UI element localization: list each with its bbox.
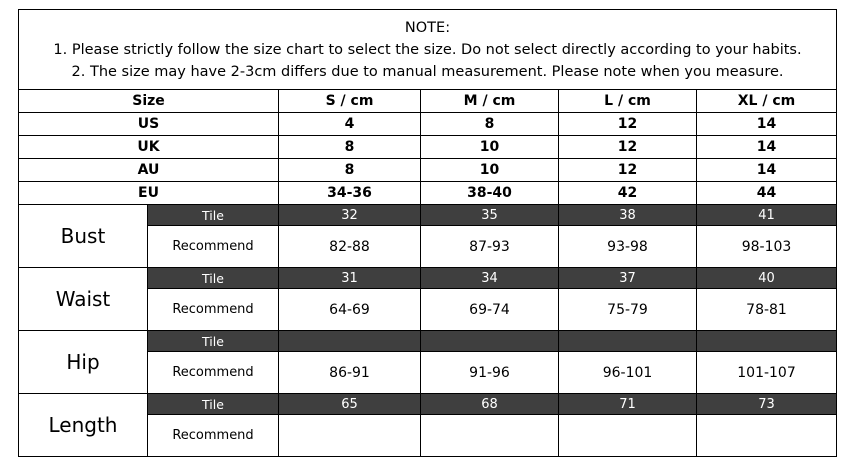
tile-value: 71: [559, 394, 697, 415]
recommend-value: 82-88: [279, 226, 421, 268]
tile-value: [559, 331, 697, 352]
recommend-value: 69-74: [421, 289, 559, 331]
length-tile-row: [19, 394, 837, 415]
conversion-value: 38-40: [421, 182, 559, 205]
conversion-row-us: [19, 113, 837, 136]
tile-value: 34: [421, 268, 559, 289]
recommend-value: [421, 415, 559, 457]
header-size: Size: [19, 90, 279, 113]
bust-tile-row: [19, 205, 837, 226]
header-col-l: L / cm: [559, 90, 697, 113]
tile-value: [421, 331, 559, 352]
conversion-value: 10: [421, 136, 559, 159]
recommend-value: 93-98: [559, 226, 697, 268]
conversion-value: 8: [279, 136, 421, 159]
recommend-label: Recommend: [148, 352, 279, 394]
tile-label: Tile: [148, 205, 279, 226]
conversion-label: US: [19, 113, 279, 136]
conversion-row-au: [19, 159, 837, 182]
waist-tile-row: [19, 268, 837, 289]
recommend-value: 78-81: [697, 289, 837, 331]
conversion-value: 34-36: [279, 182, 421, 205]
tile-value: 31: [279, 268, 421, 289]
tile-label: Tile: [148, 331, 279, 352]
hip-tile-row: [19, 331, 837, 352]
conversion-row-eu: [19, 182, 837, 205]
conversion-label: UK: [19, 136, 279, 159]
measure-name-hip: Hip: [19, 331, 148, 394]
note-title: NOTE:: [404, 19, 451, 36]
recommend-value: 91-96: [421, 352, 559, 394]
conversion-value: 14: [697, 159, 837, 182]
tile-value: 35: [421, 205, 559, 226]
conversion-value: 10: [421, 159, 559, 182]
tile-value: 32: [279, 205, 421, 226]
conversion-value: 12: [559, 159, 697, 182]
recommend-label: Recommend: [148, 415, 279, 457]
measure-name-waist: Waist: [19, 268, 148, 331]
conversion-value: 8: [279, 159, 421, 182]
tile-label: Tile: [148, 394, 279, 415]
conversion-value: 8: [421, 113, 559, 136]
size-table: [18, 9, 837, 457]
note-line-2: 2. The size may have 2-3cm differs due to manual measurement. Please note when you measure.: [71, 63, 784, 80]
measure-name-bust: Bust: [19, 205, 148, 268]
recommend-value: [559, 415, 697, 457]
conversion-value: 42: [559, 182, 697, 205]
tile-value: [279, 331, 421, 352]
conversion-value: 4: [279, 113, 421, 136]
measure-name-length: Length: [19, 394, 148, 457]
tile-value: 41: [697, 205, 837, 226]
recommend-value: [697, 415, 837, 457]
recommend-value: [279, 415, 421, 457]
size-chart: [18, 9, 836, 464]
recommend-value: 96-101: [559, 352, 697, 394]
conversion-value: 14: [697, 113, 837, 136]
header-col-m: M / cm: [421, 90, 559, 113]
recommend-value: 101-107: [697, 352, 837, 394]
recommend-value: 86-91: [279, 352, 421, 394]
conversion-value: 14: [697, 136, 837, 159]
header-col-s: S / cm: [279, 90, 421, 113]
conversion-label: EU: [19, 182, 279, 205]
conversion-value: 12: [559, 136, 697, 159]
note-line-1: 1. Please strictly follow the size chart to select the size. Do not select directly according to your habits.: [53, 41, 802, 58]
tile-value: 38: [559, 205, 697, 226]
recommend-label: Recommend: [148, 226, 279, 268]
tile-label: Tile: [148, 268, 279, 289]
conversion-value: 44: [697, 182, 837, 205]
conversion-label: AU: [19, 159, 279, 182]
tile-value: 65: [279, 394, 421, 415]
tile-value: [697, 331, 837, 352]
header-row: [19, 90, 837, 113]
tile-value: 68: [421, 394, 559, 415]
header-col-xl: XL / cm: [697, 90, 837, 113]
note-box: [19, 10, 837, 90]
recommend-value: 87-93: [421, 226, 559, 268]
recommend-label: Recommend: [148, 289, 279, 331]
tile-value: 37: [559, 268, 697, 289]
tile-value: 40: [697, 268, 837, 289]
recommend-value: 98-103: [697, 226, 837, 268]
recommend-value: 64-69: [279, 289, 421, 331]
recommend-value: 75-79: [559, 289, 697, 331]
conversion-row-uk: [19, 136, 837, 159]
tile-value: 73: [697, 394, 837, 415]
conversion-value: 12: [559, 113, 697, 136]
